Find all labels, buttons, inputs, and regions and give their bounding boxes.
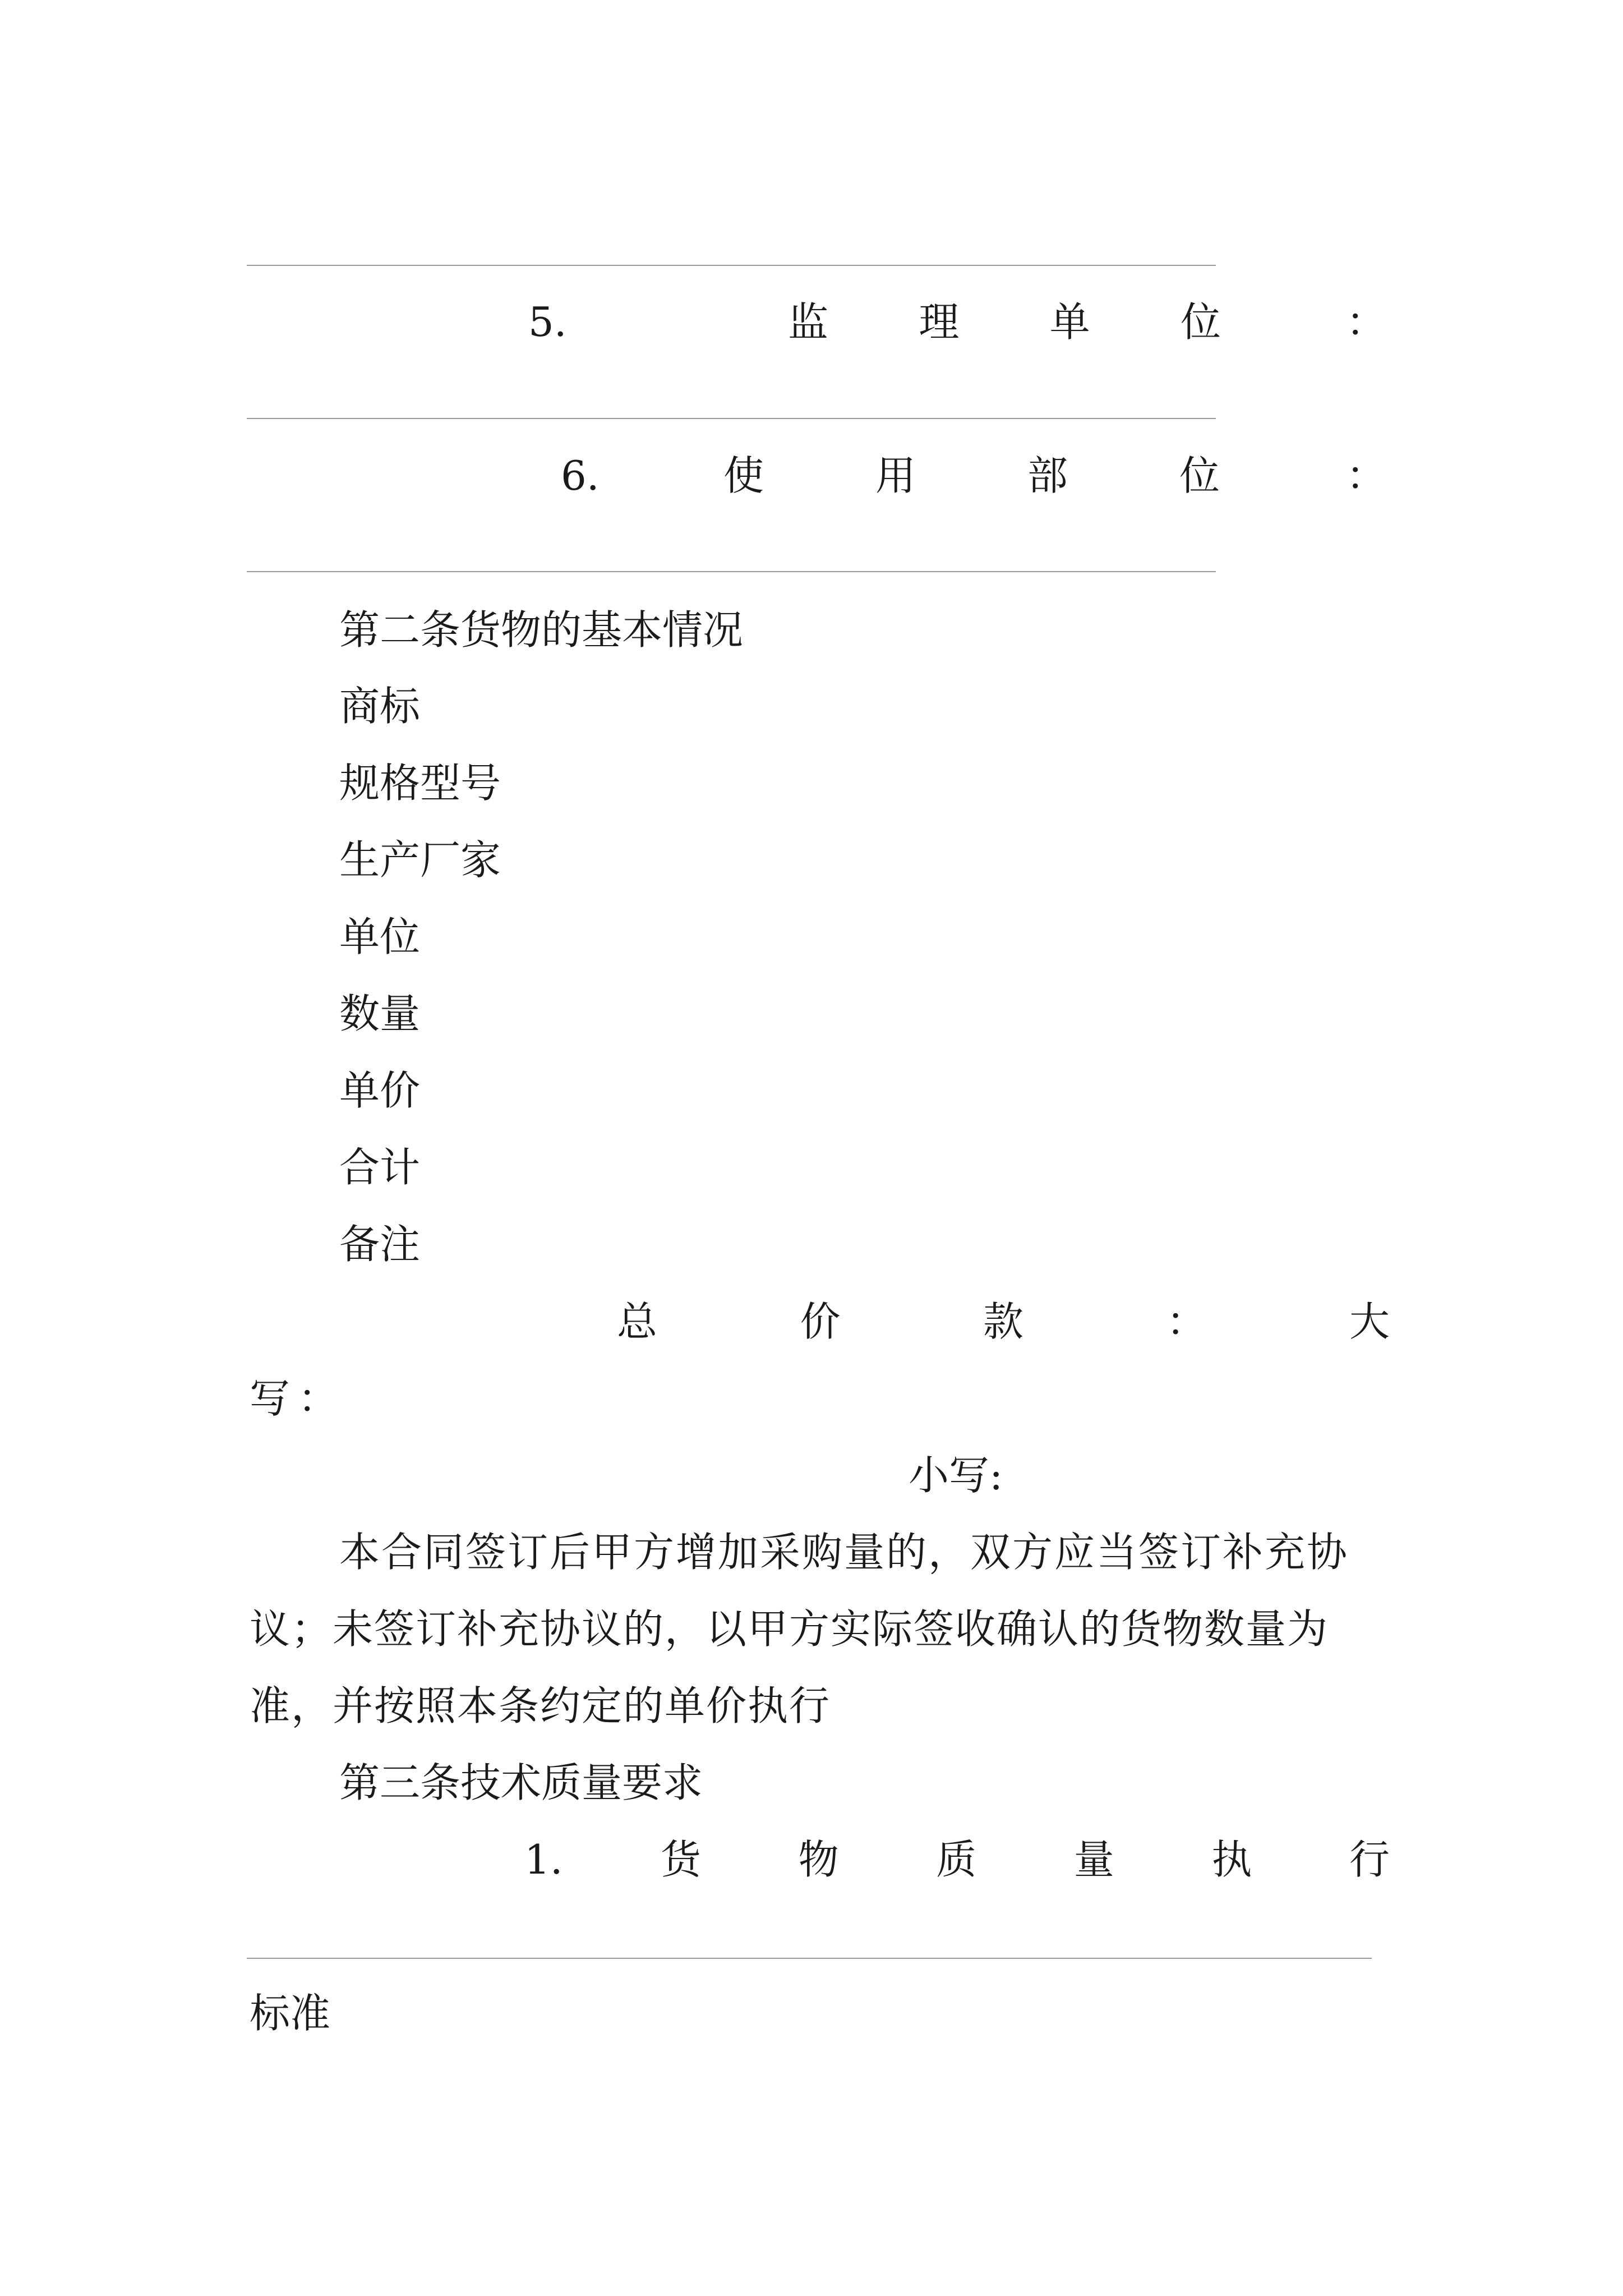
total-price-char: 价 [800,1298,841,1345]
item6-char: 使 [723,452,764,499]
article3-item1-char: 质 [936,1836,977,1883]
article3-item1-label [661,1836,1390,1883]
total-price-char: 款 [983,1298,1023,1345]
item6-char: 用 [875,452,916,499]
article3-item1-end: 标准 [250,1990,331,2037]
item5-char: 单 [1049,298,1090,346]
field-spec-model: 规格型号 [339,760,501,807]
item5-colon: ： [1346,298,1387,346]
item6-colon: ： [1346,452,1387,499]
article2-heading: 第二条货物的基本情况 [339,606,744,654]
field-manufacturer: 生产厂家 [339,836,501,884]
paragraph-line: 本合同签订后甲方增加采购量的，双方应当签订补充协 [339,1529,1349,1576]
article3-item1-number: 1. [524,1836,563,1883]
total-price-char: ： [1166,1298,1207,1345]
total-price-char: 大 [1349,1298,1390,1345]
blank-line-item6 [247,571,1216,572]
field-total: 合计 [339,1144,421,1191]
item6-label [723,452,1220,499]
item6-char: 位 [1179,452,1220,499]
total-price-lowercase: 小写: [909,1452,1003,1499]
article3-heading: 第三条技术质量要求 [339,1759,703,1806]
paragraph-line: 准，并按照本条约定的单价执行 [250,1682,831,1729]
item5-char: 监 [788,298,829,346]
item5-char: 位 [1180,298,1221,346]
item6-char: 部 [1027,452,1068,499]
field-trademark: 商标 [339,683,421,730]
paragraph-line: 议；未签订补充协议的，以甲方实际签收确认的货物数量为 [250,1605,1329,1653]
field-unit: 单位 [339,913,421,960]
item6-number: 6. [561,452,600,499]
article3-item1-char: 行 [1349,1836,1390,1883]
item5-number: 5. [528,298,567,346]
field-quantity: 数量 [339,990,421,1037]
blank-line-item4 [247,265,1216,266]
item5-label [788,298,1221,346]
article3-item1-char: 物 [798,1836,839,1883]
total-price-label [617,1298,1390,1345]
article3-item1-char: 执 [1211,1836,1252,1883]
blank-line-quality-standard [247,1958,1372,1959]
field-remarks: 备注 [339,1221,421,1268]
total-price-uppercase: 写： [250,1375,347,1422]
total-price-char: 总 [617,1298,658,1345]
field-unit-price: 单价 [339,1067,421,1114]
article3-item1-char: 量 [1073,1836,1114,1883]
item5-char: 理 [919,298,960,346]
article3-item1-char: 货 [661,1836,702,1883]
blank-line-item5 [247,418,1216,419]
